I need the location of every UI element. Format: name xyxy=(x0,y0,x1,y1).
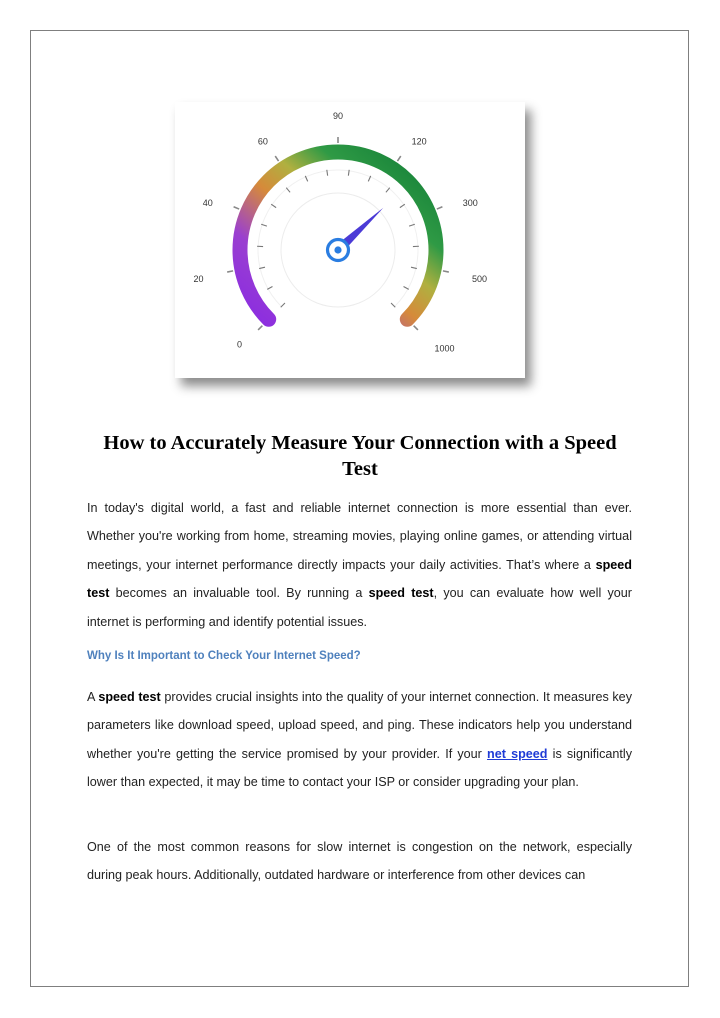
gauge-major-tick xyxy=(437,207,443,209)
gauge-major-tick xyxy=(397,156,400,161)
gauge-major-tick xyxy=(443,271,449,272)
gauge-scale-label: 300 xyxy=(462,198,478,209)
gauge-major-tick xyxy=(234,207,240,209)
intro-text-1: In today's digital world, a fast and reliable internet connection is more essential than ever. Whether you're working from home, streaming movies, playing online games, or attending virtual meetings, your internet performance directly impacts your daily activities. That’s where a xyxy=(87,501,632,572)
section-heading: Why Is It Important to Check Your Internet Speed? xyxy=(87,650,361,662)
para2-text-3: is significantly lower than expected, it may be time to contact your ISP or consider upgrading your plan. xyxy=(87,746,632,790)
intro-text-2: becomes an invaluable tool. By running a xyxy=(109,586,369,601)
gauge-minor-tick xyxy=(271,204,276,207)
gauge-minor-tick xyxy=(286,188,290,193)
importance-paragraph xyxy=(87,683,632,797)
gauge-scale-label: 40 xyxy=(202,198,213,209)
gauge-scale-label: 20 xyxy=(193,273,204,284)
para2-text-1: A xyxy=(87,690,99,704)
congestion-paragraph: One of the most common reasons for slow internet is congestion on the network, especially during peak hours. Additionally, outdated hardware or interference from other devices can xyxy=(87,840,632,883)
gauge-minor-tick xyxy=(386,188,390,193)
intro-paragraph xyxy=(87,494,632,636)
gauge-arc xyxy=(240,152,436,319)
intro-text-3: , you can evaluate how well your internet is performing and identify potential issues. xyxy=(87,586,632,629)
gauge-minor-tick xyxy=(391,303,395,307)
gauge-major-tick xyxy=(275,156,278,161)
speedometer-gauge xyxy=(175,102,525,378)
gauge-hub-center xyxy=(334,246,341,253)
gauge-scale-label: 120 xyxy=(411,136,427,147)
gauge-major-tick xyxy=(414,326,418,330)
gauge-major-tick xyxy=(258,326,262,330)
speedometer-image xyxy=(175,102,525,378)
gauge-scale-label: 500 xyxy=(472,273,488,284)
para2-text-2: provides crucial insights into the quality of your internet connection. It measures key parameters like download speed, upload speed, and ping. These indicators help you understand whether you're getting the service promised by your provider. If your xyxy=(87,690,632,761)
gauge-scale-label: 60 xyxy=(257,136,268,147)
para2-bold-1: speed test xyxy=(98,690,161,704)
gauge-major-tick xyxy=(227,271,233,272)
gauge-scale-label: 90 xyxy=(332,111,344,121)
net-speed-link[interactable]: net speed xyxy=(487,746,548,761)
article-title: How to Accurately Measure Your Connection with a Speed Test xyxy=(103,432,617,480)
gauge-minor-tick xyxy=(281,303,285,307)
intro-bold-1: speed test xyxy=(87,557,632,601)
gauge-scale-label: 1000 xyxy=(434,343,455,354)
intro-bold-2: speed test xyxy=(368,586,434,601)
gauge-scale-label: 0 xyxy=(236,339,242,350)
gauge-minor-tick xyxy=(400,204,405,207)
